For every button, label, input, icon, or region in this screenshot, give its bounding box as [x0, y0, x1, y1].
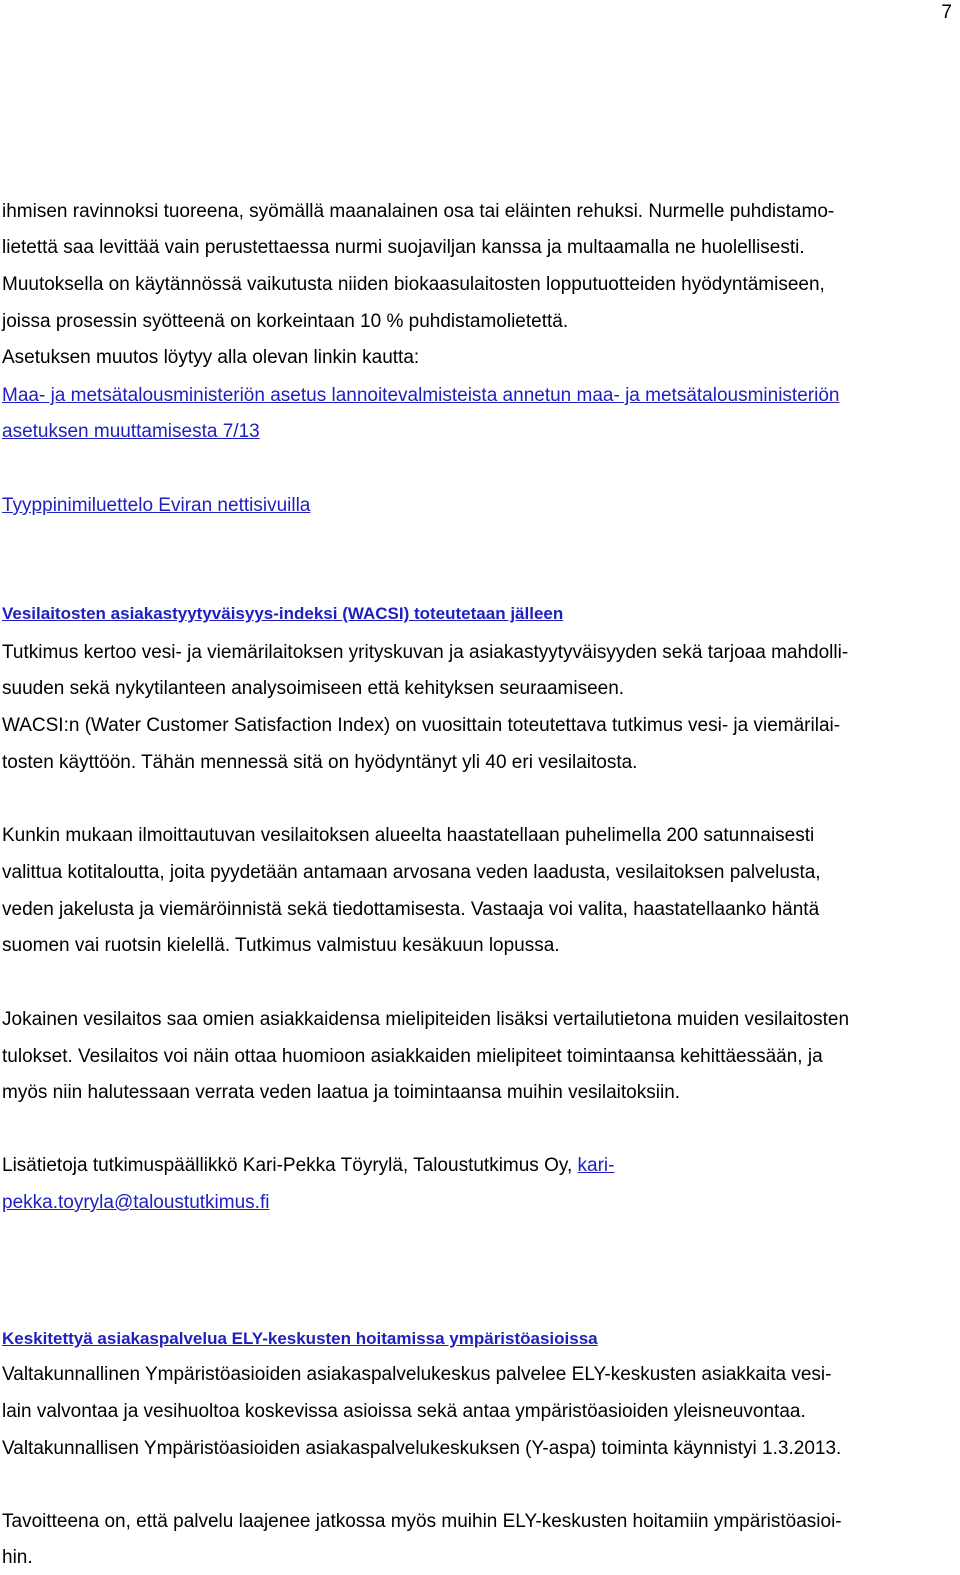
wacsi-line-7: veden jakelusta ja viemäröinnistä sekä tiedottamisesta. Vastaaja voi valita, haastatellaanko häntä	[2, 899, 820, 920]
contact-email-link-part-1[interactable]: kari-	[577, 1155, 615, 1176]
wacsi-line-1: Tutkimus kertoo vesi- ja viemärilaitoksen yrityskuvan ja asiakastyytyväisyyden sekä tarjoaa mahdolli-	[2, 642, 849, 663]
contact-line	[2, 1154, 614, 1178]
wacsi-line-3: WACSI:n (Water Customer Satisfaction Index) on vuosittain toteutettava tutkimus vesi- ja viemärilai-	[2, 715, 841, 736]
decree-link-line-1[interactable]: Maa- ja metsätalousministeriön asetus lannoitevalmisteista annetun maa- ja metsätalousministeriön	[2, 385, 840, 406]
wacsi-heading[interactable]: Vesilaitosten asiakastyytyväisyys-indeksi (WACSI) toteutetaan jälleen	[2, 604, 564, 623]
wacsi-line-9: Jokainen vesilaitos saa omien asiakkaidensa mielipiteiden lisäksi vertailutietona muiden vesilaitosten	[2, 1009, 850, 1030]
intro-line-4: joissa prosessin syötteenä on korkeintaan 10 % puhdistamolietettä.	[2, 311, 569, 332]
decree-link-line-2[interactable]: asetuksen muuttamisesta 7/13	[2, 421, 260, 442]
wacsi-line-5: Kunkin mukaan ilmoittautuvan vesilaitoksen alueelta haastatellaan puhelimella 200 satunnaisesti	[2, 825, 815, 846]
ely-line-5: hin.	[2, 1547, 33, 1568]
wacsi-line-6: valittua kotitaloutta, joita pyydetään antamaan arvosana veden laadusta, vesilaitoksen palvelusta,	[2, 862, 821, 883]
intro-line-5: Asetuksen muutos löytyy alla olevan linkin kautta:	[2, 347, 420, 368]
wacsi-line-11: myös niin halutessaan verrata veden laatua ja toimintaansa muihin vesilaitoksiin.	[2, 1082, 681, 1103]
ely-line-4: Tavoitteena on, että palvelu laajenee jatkossa myös muihin ELY-keskusten hoitamiin ympäristöasioi-	[2, 1511, 842, 1532]
wacsi-line-2: suuden sekä nykytilanteen analysoimiseen että kehityksen seuraamiseen.	[2, 678, 625, 699]
ely-line-2: lain valvontaa ja vesihuoltoa koskevissa asioissa sekä antaa ympäristöasioiden yleisneuvontaa.	[2, 1401, 806, 1422]
wacsi-line-4: tosten käyttöön. Tähän mennessä sitä on hyödyntänyt yli 40 eri vesilaitosta.	[2, 752, 638, 773]
ely-line-3: Valtakunnallisen Ympäristöasioiden asiakaspalvelukeskuksen (Y-aspa) toiminta käynnistyi 1.3.2013.	[2, 1438, 842, 1459]
typelist-link[interactable]: Tyyppinimiluettelo Eviran nettisivuilla	[2, 495, 311, 516]
wacsi-line-10: tulokset. Vesilaitos voi näin ottaa huomioon asiakkaiden mielipiteet toimintaansa kehittäessään, ja	[2, 1046, 823, 1067]
ely-heading[interactable]: Keskitettyä asiakaspalvelua ELY-keskusten hoitamissa ympäristöasioissa	[2, 1329, 598, 1348]
wacsi-line-8: suomen vai ruotsin kielellä. Tutkimus valmistuu kesäkuun lopussa.	[2, 935, 560, 956]
intro-line-2: lietettä saa levittää vain perustettaessa nurmi suojaviljan kanssa ja multaamalla ne huolellisesti.	[2, 237, 805, 258]
page-number: 7	[941, 2, 952, 23]
contact-email-link-part-2[interactable]: pekka.toyryla@taloustutkimus.fi	[2, 1192, 270, 1213]
ely-line-1: Valtakunnallinen Ympäristöasioiden asiakaspalvelukeskus palvelee ELY-keskusten asiakkaita vesi-	[2, 1364, 832, 1385]
intro-line-3: Muutoksella on käytännössä vaikutusta niiden biokaasulaitosten lopputuotteiden hyödyntämiseen,	[2, 274, 825, 295]
intro-line-1: ihmisen ravinnoksi tuoreena, syömällä maanalainen osa tai eläinten rehuksi. Nurmelle puhdistamo-	[2, 201, 835, 222]
contact-text: Lisätietoja tutkimuspäällikkö Kari-Pekka Töyrylä, Taloustutkimus Oy,	[2, 1155, 578, 1176]
